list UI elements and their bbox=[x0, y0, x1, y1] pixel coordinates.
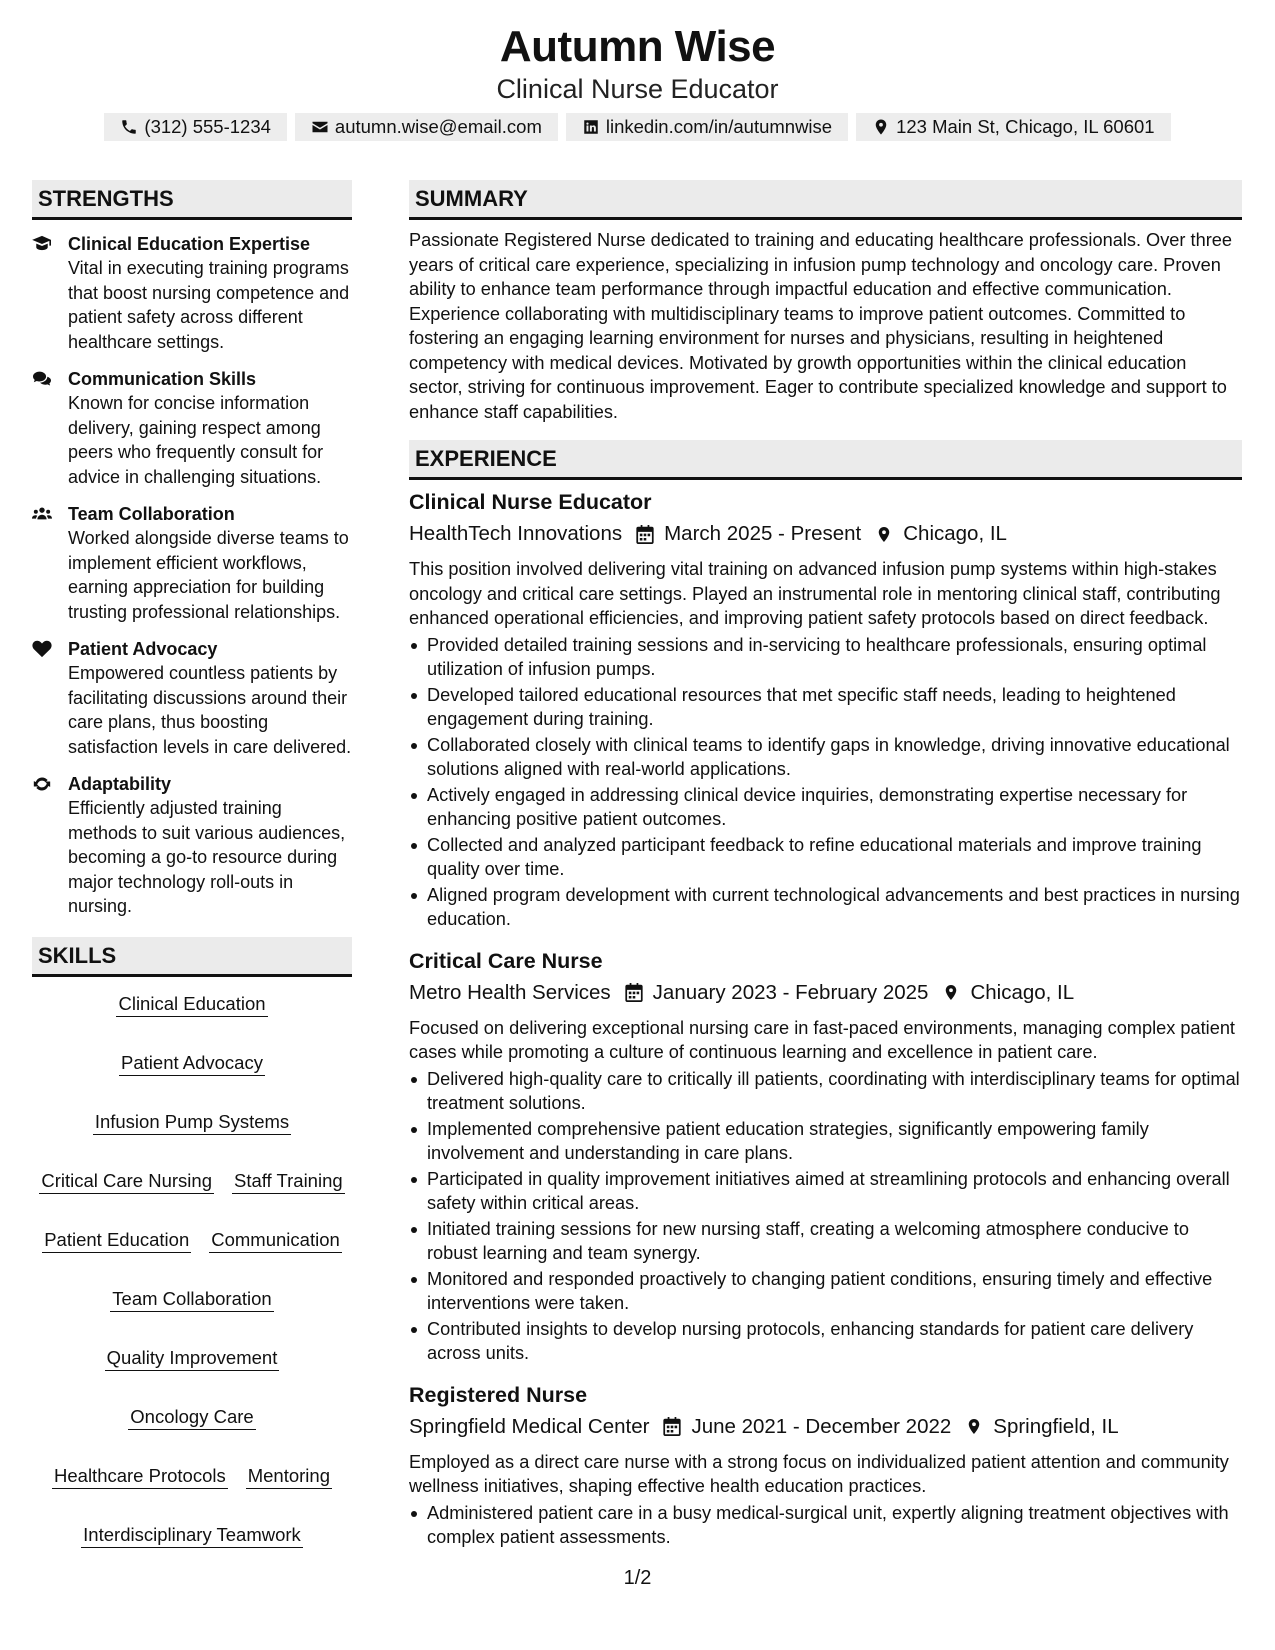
job-bullet: Participated in quality improvement initiatives aimed at streamlining protocols and enhancing overall safety within critical areas. bbox=[409, 1167, 1242, 1216]
job-dates: March 2025 - Present bbox=[664, 522, 862, 545]
chat-bubbles-icon bbox=[32, 370, 52, 388]
contact-phone[interactable] bbox=[104, 113, 287, 141]
strength-item bbox=[32, 637, 352, 759]
contact-linkedin[interactable] bbox=[566, 113, 848, 141]
strength-desc: Vital in executing training programs that boost nursing competence and patient safety across different healthcare settings. bbox=[68, 258, 350, 352]
job-entry bbox=[409, 487, 1242, 932]
strength-desc: Efficiently adjusted training methods to suit various audiences, becoming a go-to resource during major technology roll-outs in nursing. bbox=[68, 798, 346, 916]
experience-heading: EXPERIENCE bbox=[409, 440, 1242, 480]
strength-item bbox=[32, 367, 352, 489]
skill-tag: Patient Education bbox=[42, 1228, 191, 1253]
job-bullet: Administered patient care in a busy medical-surgical unit, expertly aligning treatment objectives with complex patient assessments. bbox=[409, 1501, 1242, 1550]
strength-item bbox=[32, 232, 352, 354]
strength-item bbox=[32, 502, 352, 624]
calendar-icon bbox=[636, 525, 654, 544]
job-company: HealthTech Innovations bbox=[409, 522, 623, 545]
job-meta bbox=[409, 1412, 1242, 1442]
job-bullets bbox=[409, 1501, 1242, 1550]
strength-title: Clinical Education Expertise bbox=[68, 234, 311, 254]
skills-heading: SKILLS bbox=[32, 937, 352, 977]
job-dates: June 2021 - December 2022 bbox=[691, 1414, 952, 1438]
strength-title: Team Collaboration bbox=[68, 504, 235, 524]
strength-title: Communication Skills bbox=[68, 369, 257, 389]
skill-tag: Infusion Pump Systems bbox=[93, 1110, 291, 1135]
job-bullet: Contributed insights to develop nursing protocols, enhancing standards for patient care delivery across units. bbox=[409, 1317, 1242, 1366]
job-entry bbox=[409, 946, 1242, 1366]
job-bullet: Collaborated closely with clinical teams to identify gaps in knowledge, driving innovative educational solutions aligned with real-world applications. bbox=[409, 733, 1242, 782]
job-entry bbox=[409, 1380, 1242, 1550]
skill-tag: Critical Care Nursing bbox=[39, 1169, 214, 1194]
job-location: Springfield, IL bbox=[993, 1414, 1119, 1438]
skill-tag: Staff Training bbox=[232, 1169, 345, 1194]
job-meta bbox=[409, 519, 1242, 549]
calendar-icon bbox=[625, 983, 643, 1002]
skill-tag: Communication bbox=[209, 1228, 342, 1253]
contact-address-text: 123 Main St, Chicago, IL 60601 bbox=[896, 116, 1155, 137]
map-pin-icon bbox=[875, 525, 893, 544]
job-company: Metro Health Services bbox=[409, 980, 611, 1004]
job-title: Clinical Nurse Educator bbox=[409, 490, 652, 514]
contact-address bbox=[856, 113, 1171, 141]
skill-tag: Clinical Education bbox=[116, 992, 267, 1017]
left-column bbox=[32, 180, 352, 1548]
page-number: 1/2 bbox=[623, 1567, 652, 1589]
strength-title: Patient Advocacy bbox=[68, 639, 218, 659]
contact-phone-text: (312) 555-1234 bbox=[144, 116, 271, 137]
users-icon bbox=[32, 505, 52, 523]
job-bullet: Initiated training sessions for new nursing staff, creating a welcoming atmosphere conducive to robust learning and team synergy. bbox=[409, 1217, 1242, 1266]
contact-email[interactable] bbox=[295, 113, 558, 141]
job-location: Chicago, IL bbox=[903, 522, 1007, 545]
graduation-cap-icon bbox=[32, 235, 52, 253]
candidate-name: Autumn Wise bbox=[499, 22, 776, 71]
job-bullets bbox=[409, 1067, 1242, 1366]
skills-list bbox=[32, 977, 352, 1548]
skill-tag: Healthcare Protocols bbox=[52, 1464, 228, 1489]
contact-linkedin-text: linkedin.com/in/autumnwise bbox=[605, 116, 833, 137]
map-pin-icon bbox=[872, 118, 890, 136]
calendar-icon bbox=[663, 1417, 681, 1436]
job-title: Registered Nurse bbox=[409, 1382, 588, 1407]
skill-tag: Team Collaboration bbox=[110, 1287, 273, 1312]
candidate-title: Clinical Nurse Educator bbox=[496, 74, 779, 104]
skill-tag: Mentoring bbox=[246, 1464, 332, 1489]
job-bullet: Provided detailed training sessions and in-servicing to healthcare professionals, ensuring optimal utilization of infusion pumps. bbox=[409, 633, 1242, 682]
strength-desc: Empowered countless patients by facilitating discussions around their care plans, thus boosting satisfaction levels in care delivered. bbox=[68, 663, 352, 757]
job-title: Critical Care Nurse bbox=[409, 948, 603, 973]
job-bullets bbox=[409, 633, 1242, 932]
job-location: Chicago, IL bbox=[970, 980, 1075, 1004]
phone-icon bbox=[120, 118, 138, 136]
job-meta bbox=[409, 978, 1242, 1008]
job-bullet: Developed tailored educational resources that met specific staff needs, leading to heightened engagement during training. bbox=[409, 683, 1242, 732]
envelope-icon bbox=[311, 118, 329, 136]
job-bullet: Collected and analyzed participant feedback to refine educational materials and improve training quality over time. bbox=[409, 833, 1242, 882]
map-pin-icon bbox=[942, 983, 960, 1002]
skill-tag: Interdisciplinary Teamwork bbox=[81, 1523, 303, 1548]
skill-tag: Oncology Care bbox=[128, 1405, 255, 1430]
job-description: This position involved delivering vital training on advanced infusion pump systems within high-stakes oncology and critical care settings. Played an instrumental role in mentoring clinical staff, contributing enhanced operational efficiencies, and improving patient safety protocols based on direct feedback. bbox=[409, 559, 1221, 628]
job-bullet: Monitored and responded proactively to changing patient conditions, ensuring timely and effective interventions were taken. bbox=[409, 1267, 1242, 1316]
job-description: Focused on delivering exceptional nursing care in fast-paced environments, managing complex patient cases while promoting a culture of continuous learning and excellence in patient care. bbox=[409, 1017, 1235, 1062]
skill-tag: Quality Improvement bbox=[105, 1346, 280, 1371]
job-bullet: Delivered high-quality care to critically ill patients, coordinating with interdisciplinary teams for optimal treatment solutions. bbox=[409, 1067, 1242, 1116]
strength-title: Adaptability bbox=[68, 774, 172, 794]
job-dates: January 2023 - February 2025 bbox=[652, 980, 929, 1004]
summary-text: Passionate Registered Nurse dedicated to training and educating healthcare professionals. Over three years of critical care experience, specializing in infusion pump technology and oncology care. Proven ability to enhance team performance through impactful education and effective communication. Experience collaborating with multidisciplinary teams to improve patient outcomes. Committed to fostering an engaging learning environment for nurses and physicians, resulting in heightened competency with medical devices. Motivated by growth opportunities within the clinical education sector, striving for continuous improvement. Eager to contribute specialized knowledge and support to enhance staff capabilities. bbox=[409, 230, 1232, 422]
map-pin-icon bbox=[965, 1417, 983, 1436]
strength-desc: Known for concise information delivery, gaining respect among peers who frequently consult for advice in challenging situations. bbox=[68, 393, 324, 487]
job-bullet: Aligned program development with current technological advancements and best practices in nursing education. bbox=[409, 883, 1242, 932]
job-bullet: Implemented comprehensive patient education strategies, significantly empowering family involvement and understanding in care plans. bbox=[409, 1117, 1242, 1166]
sync-icon bbox=[32, 775, 52, 793]
strength-desc: Worked alongside diverse teams to implement efficient workflows, earning appreciation for building trusting professional relationships. bbox=[68, 528, 349, 622]
heart-icon bbox=[32, 640, 52, 658]
job-description: Employed as a direct care nurse with a strong focus on individualized patient attention and community wellness initiatives, shaping effective health education practices. bbox=[409, 1451, 1229, 1496]
strengths-list bbox=[32, 232, 352, 919]
strengths-heading: STRENGTHS bbox=[32, 180, 352, 220]
right-column bbox=[409, 180, 1242, 1551]
skill-tag: Patient Advocacy bbox=[119, 1051, 265, 1076]
strength-item bbox=[32, 772, 352, 919]
summary-heading: SUMMARY bbox=[409, 180, 1242, 220]
contact-email-text: autumn.wise@email.com bbox=[334, 116, 542, 137]
job-company: Springfield Medical Center bbox=[409, 1414, 650, 1438]
job-bullet: Actively engaged in addressing clinical device inquiries, demonstrating expertise necessary for enhancing positive patient outcomes. bbox=[409, 783, 1242, 832]
linkedin-icon bbox=[582, 118, 600, 136]
contact-bar bbox=[0, 113, 1275, 141]
